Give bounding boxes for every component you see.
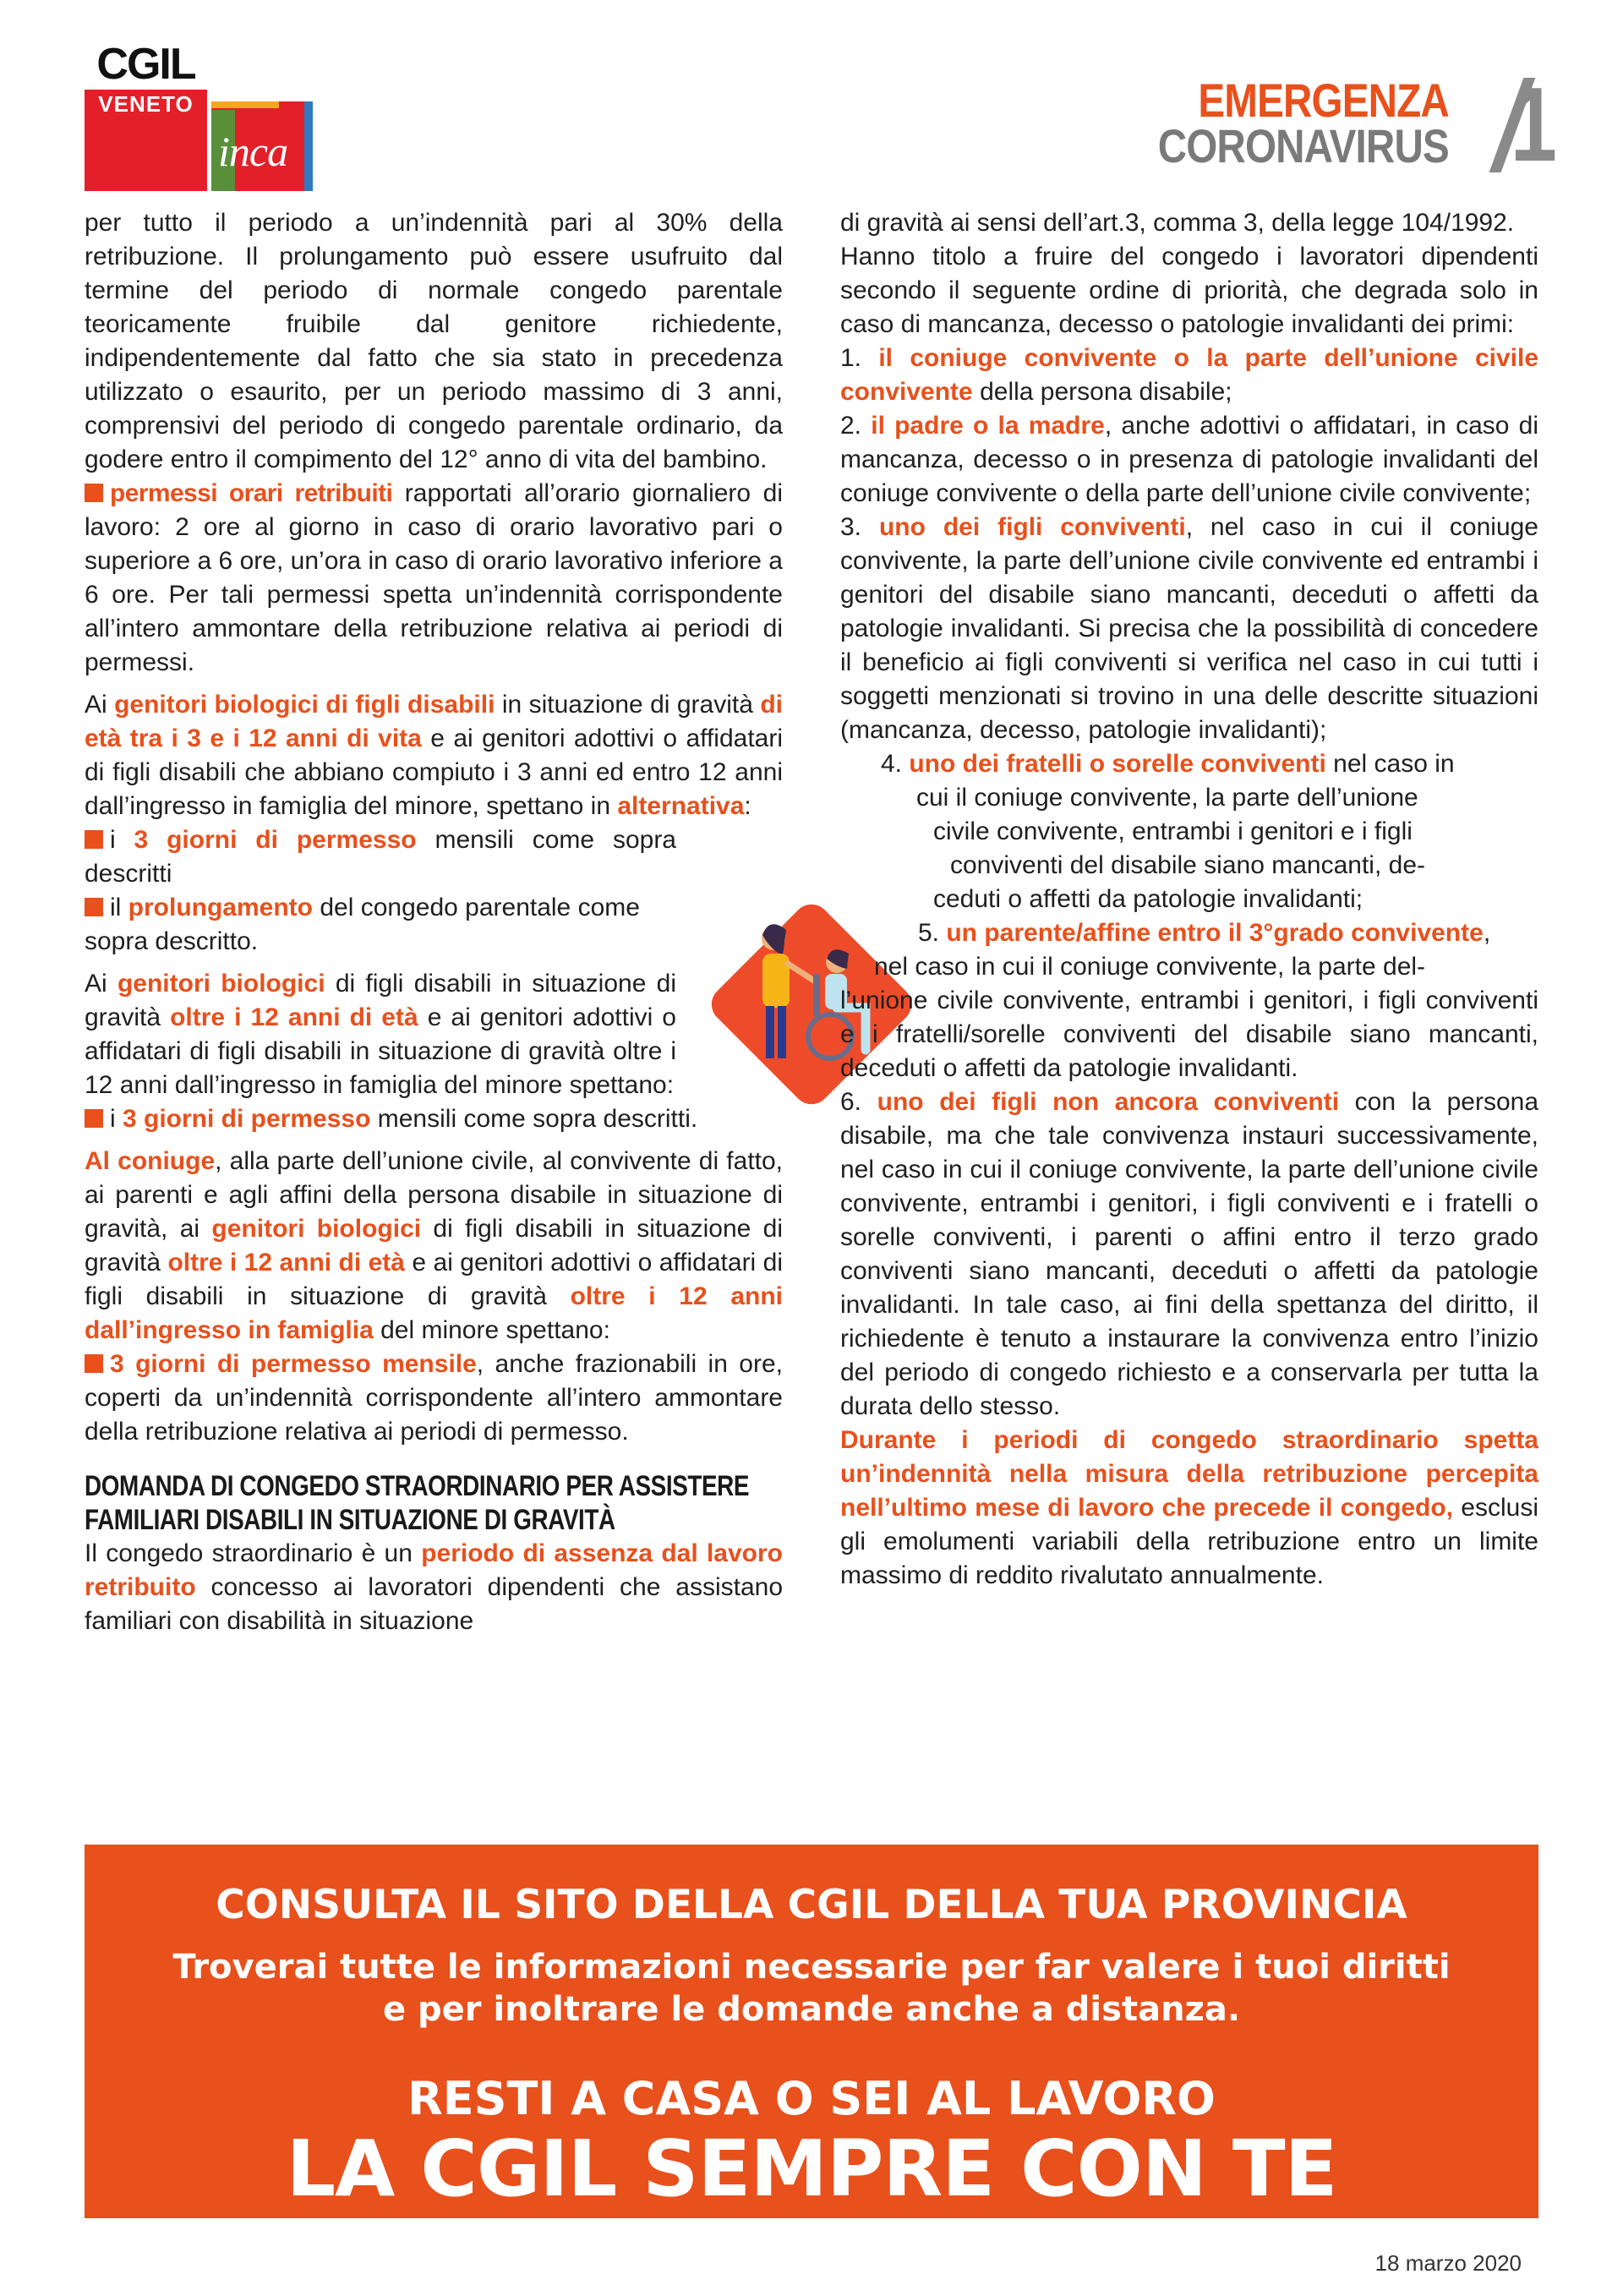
paragraph: Durante i periodi di congedo straordinario spetta un’indennità nella misura della retribuzione percepita nell’ultimo mese di lavoro che precede il congedo, esclusi gli emolumenti variabili della retribuzione entro un limite massimo di reddito rivalutato annualmente. — [840, 1426, 1538, 1589]
bullet-item: i 3 giorni di permesso mensili come sopra descritti — [85, 826, 676, 888]
right-column — [840, 206, 1538, 1593]
paragraph: per tutto il periodo a un’indennità pari al 30% della retribuzione. Il prolungamento può essere usufruito dal termine del periodo di normale congedo parentale teoricamente fruibile dal genitore richiedente, indipendentemente dal fatto che sia stato in precedenza utilizzato o esaurito, per un periodo massimo di 3 anni, comprensivi del periodo di congedo parentale ordinario, da godere entro il compimento del 12° anno di vita del bambino. — [85, 209, 783, 473]
bullet-square-icon — [85, 1109, 103, 1128]
list-item: 6. uno dei figli non ancora conviventi con la persona disabile, ma che tale convivenza instauri successivamente, nel caso in cui il coniuge convivente, la parte dell’unione civile convivente, entrambi i genitori, i figli conviventi e i fratelli o sorelle conviventi, i parenti o affini entro il terzo grado conviventi siano mancanti, deceduti o affetti da patologie invalidanti. In tale caso, ai fini della spettanza del diritto, il richiedente è tenuto a instaurare la convivenza entro l’inizio del periodo di congedo richiesto e a conservarla per tutta la durata dello stesso. — [840, 1088, 1539, 1420]
bullet-item: il prolungamento del congedo parentale come sopra descritto. — [85, 894, 640, 955]
paragraph: Ai genitori biologici di figli disabili in situazione di gravità oltre i 12 anni di età e ai genitori adottivi o affidatari di figli disabili in situazione di gravità oltre i 12 anni dall’ingresso in famiglia del minore spettano: — [85, 970, 677, 1099]
inca-logo — [211, 101, 313, 191]
paragraph: di gravità ai sensi dell’art.3, comma 3, della legge 104/1992. — [840, 209, 1515, 237]
issue-number: 1 — [1510, 67, 1557, 183]
cgil-logo-region: VENETO — [98, 91, 194, 117]
paragraph: l’unione civile convivente, entrambi i genitori, i figli conviventi e i fratelli/sorelle conviventi del disabile siano mancanti, deceduti o affetti da patologie invalidanti. — [840, 987, 1538, 1082]
cgil-logo-text: CGIL — [85, 39, 207, 90]
bullet-item: 3 giorni di permesso mensile, anche frazionabili in ore, coperti da un’indennità corrispondente all’intero ammontare della retribuzione relativa ai periodi di permesso. — [85, 1350, 783, 1446]
list-item: 1. il coniuge convivente o la parte dell’unione civile convivente della persona disabile; — [840, 344, 1539, 406]
call-to-action-banner — [85, 1845, 1538, 2218]
list-item: 2. il padre o la madre, anche adottivi o affidatari, in caso di mancanza, decesso o in presenza di patologie invalidanti del coniuge convivente o della parte dell’unione civile convivente; — [840, 412, 1538, 507]
list-item: 3. uno dei figli conviventi, nel caso in cui il coniuge convivente, la parte dell’unione civile convivente ed entrambi i genitori del disabile siano mancanti, deceduti o affetti da patologie invalidanti. Si precisa che la possibilità di concedere il beneficio ai figli conviventi si verifica nel caso in cui tutti i soggetti menzionati si trovino in una delle descritte situazioni (mancanza, decesso, patologie invalidanti); — [840, 513, 1538, 744]
title-line-1: EMERGENZA — [1198, 74, 1449, 127]
title-line-2: CORONAVIRUS — [1157, 119, 1449, 172]
bullet-item: i 3 giorni di permesso mensili come sopra descritti. — [85, 1102, 783, 1136]
left-column — [85, 206, 783, 1638]
banner-headline: CONSULTA IL SITO DELLA CGIL DELLA TUA PROVINCIA — [216, 1882, 1407, 1928]
publication-date: 18 marzo 2020 — [1374, 2250, 1522, 2276]
bullet-square-icon — [85, 484, 103, 502]
cgil-logo — [85, 41, 207, 191]
inca-logo-text: inca — [218, 128, 288, 175]
bullet-square-icon — [85, 1354, 103, 1373]
paragraph: Ai genitori biologici di figli disabili in situazione di gravità di età tra i 3 e i 12 anni di vita e ai genitori adottivi o affidatari di figli disabili che abbiano compiuto i 3 anni ed entro 12 anni dall’ingresso in famiglia del minore, spettano in alternativa: — [85, 691, 783, 820]
bullet-square-icon — [85, 898, 103, 916]
banner-slogan: LA CGIL SEMPRE CON TE — [286, 2124, 1337, 2214]
banner-subtext: Troverai tutte le informazioni necessarie per far valere i tuoi diritti e per inoltrare le domande anche a distanza. — [172, 1948, 1451, 2029]
bullet-square-icon — [85, 830, 103, 849]
paragraph: Hanno titolo a fruire del congedo i lavoratori dipendenti secondo il seguente ordine di priorità, che degrada solo in caso di mancanza, decesso o patologie invalidanti dei primi: — [840, 243, 1538, 338]
banner-line-3: RESTI A CASA O SEI AL LAVORO — [407, 2072, 1216, 2125]
section-title: DOMANDA DI CONGEDO STRAORDINARIO PER ASSISTERE FAMILIARI DISABILI IN SITUAZIONE DI GRAVITÀ — [85, 1470, 750, 1536]
paragraph: Al coniuge, alla parte dell’unione civile, al convivente di fatto, ai parenti e agli affini della persona disabile in situazione di gravità, ai genitori biologici di figli disabili in situazione di gravità oltre i 12 anni di età e ai genitori adottivi o affidatari di figli disabili in situazione di gravità oltre i 12 anni dall’ingresso in famiglia del minore spettano: — [85, 1147, 784, 1344]
paragraph: permessi orari retribuiti rapportati all’orario giornaliero di lavoro: 2 ore al giorno in caso di orario lavorativo pari o superiore a 6 ore, un’ora in caso di orario lavorativo inferiore a 6 ore. Per tali permessi spetta un’indennità corrispondente all’intero ammontare della retribuzione relativa ai periodi di permessi. — [85, 479, 783, 676]
list-item: 5. un parente/affine entro il 3°grado convivente, nel caso in cui il coniuge convivente, la parte del- — [874, 919, 1491, 981]
issue-title — [1107, 67, 1557, 183]
list-item: 4. uno dei fratelli o sorelle conviventi nel caso in cui il coniuge convivente, la parte dell’unione civile convivente, entrambi i genitori e i figli conviventi del disabile siano mancanti, de- ceduti o affetti da patologie invalidanti; — [881, 750, 1455, 913]
paragraph: Il congedo straordinario è un periodo di assenza dal lavoro retribuito concesso ai lavoratori dipendenti che assistano familiari con disabilità in situazione — [85, 1539, 783, 1635]
